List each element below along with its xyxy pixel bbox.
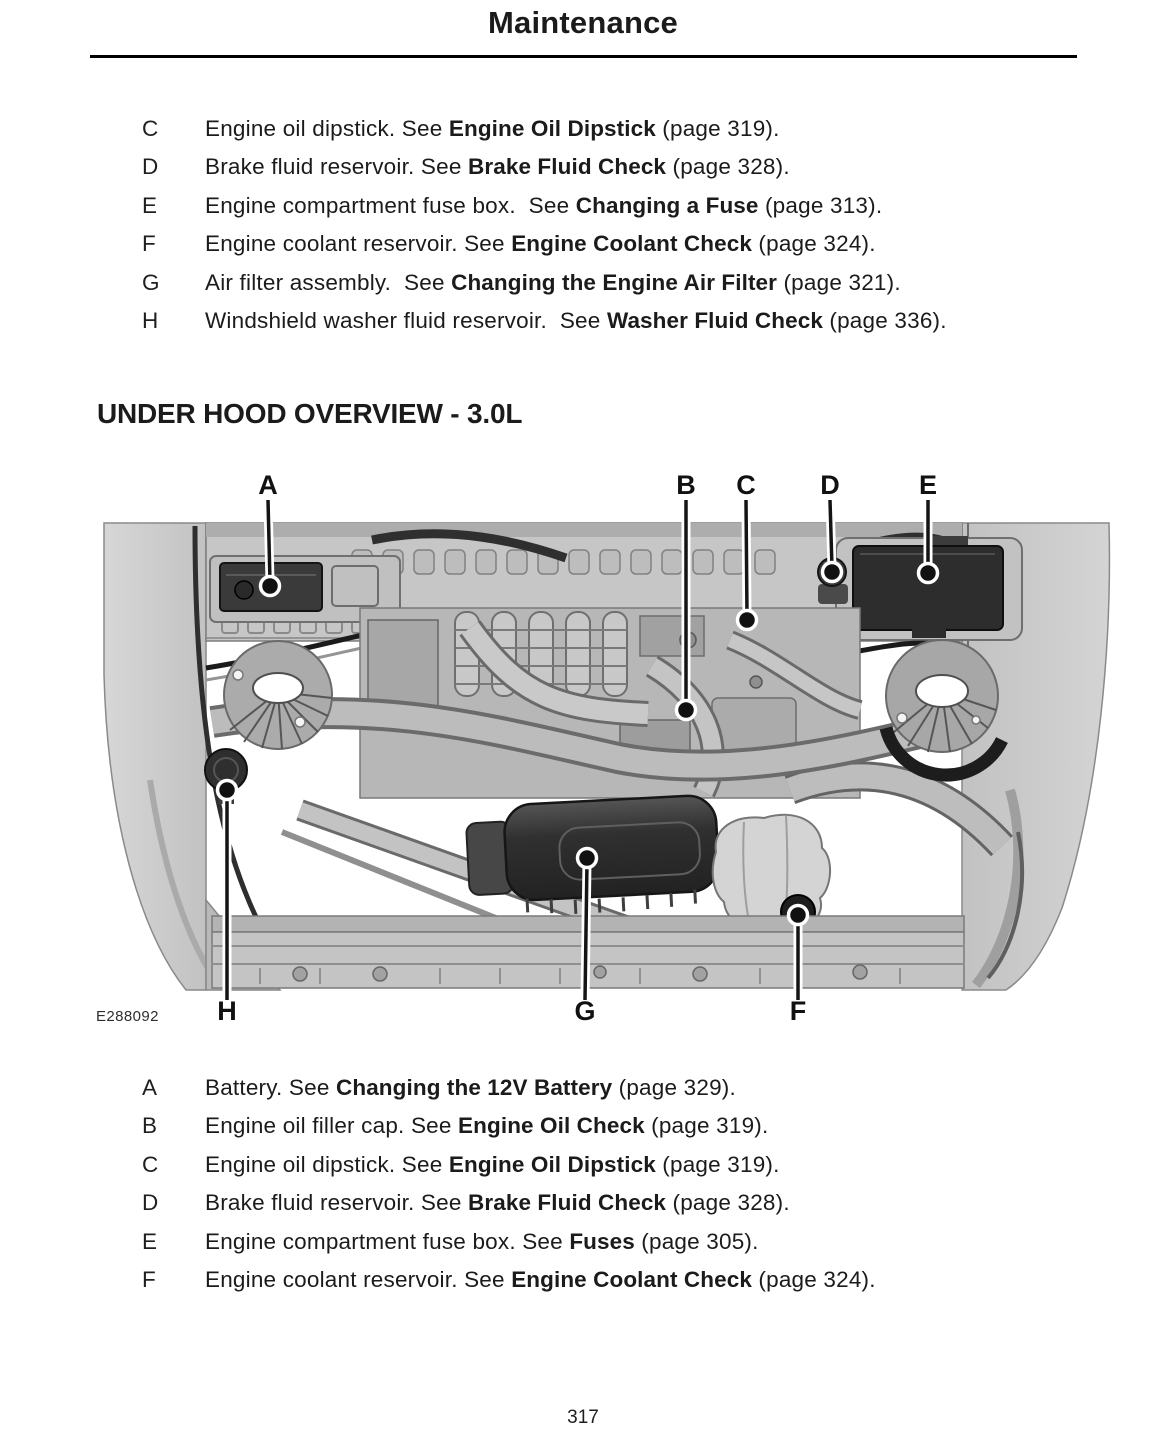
legend-cross-reference: Fuses [569,1228,635,1254]
legend-letter: D [142,1190,159,1216]
legend-cross-reference: Brake Fluid Check [468,1190,667,1216]
legend-text [205,1114,768,1138]
legend-letter: E [142,192,158,218]
legend-text-post: (page 319). [655,1151,780,1177]
legend-item [142,117,1102,155]
legend-letter: C [142,1151,159,1177]
legend-text [205,271,901,295]
section-heading: UNDER HOOD OVERVIEW - 3.0L [97,398,523,429]
legend-cross-reference: Engine Oil Dipstick [448,116,656,141]
legend-letter: D [142,154,159,180]
legend-list-top [142,117,1102,347]
legend-text-pre: Engine oil filler cap. See [205,1113,459,1139]
legend-text-pre: Engine coolant reservoir. See [205,1266,512,1292]
legend-text-post: (page 328). [666,1190,790,1216]
legend-letter: B [142,1113,158,1139]
legend-text [205,155,790,179]
legend-text-post: (page 313). [758,192,883,218]
legend-text [205,1268,876,1292]
engine-bay-illustration [0,460,1166,1045]
legend-item [142,1114,1102,1152]
legend-cross-reference: Engine Coolant Check [511,231,752,257]
callout-letter-b: B [676,470,696,500]
legend-letter: F [142,1266,156,1292]
legend-text-pre: Engine oil dipstick. See [205,1151,449,1177]
legend-item [142,194,1102,232]
page-title: Maintenance [488,5,678,40]
legend-text-post: (page 324). [751,1266,876,1292]
legend-text-post: (page 319). [644,1113,769,1139]
legend-item [142,232,1102,270]
legend-letter: C [142,116,159,141]
callout-letter-h: H [217,996,237,1026]
under-hood-diagram [0,460,1166,1045]
legend-letter: F [142,231,156,257]
legend-item [142,271,1102,309]
legend-item [142,1268,1102,1306]
legend-text-pre: Brake fluid reservoir. See [205,1190,469,1216]
legend-text-post: (page 321). [777,269,901,295]
left-strut-tower [224,641,332,749]
legend-cross-reference: Changing the 12V Battery [336,1075,613,1100]
callout-letter-d: D [820,470,840,500]
legend-text [205,1076,736,1100]
legend-text [205,309,947,333]
legend-list-bottom [142,1076,1102,1306]
legend-text [205,1153,780,1177]
legend-cross-reference: Engine Oil Dipstick [448,1151,656,1177]
legend-text-post: (page 324). [751,231,876,257]
legend-item [142,1191,1102,1229]
legend-text-pre: Engine compartment fuse box. See [205,1228,570,1254]
legend-text [205,232,876,256]
legend-text [205,194,882,218]
legend-text-pre: Engine compartment fuse box. See [205,192,576,218]
legend-item [142,1230,1102,1268]
legend-letter: E [142,1228,158,1254]
legend-item [142,309,1102,347]
coolant-reservoir [713,815,830,931]
legend-text-post: (page 328). [666,154,790,180]
legend-text-pre: Air filter assembly. See [205,269,452,295]
legend-text [205,1191,790,1215]
legend-letter: G [142,269,160,295]
legend-text-pre: Engine oil dipstick. See [205,116,449,141]
legend-letter: A [142,1075,158,1100]
legend-text-pre: Windshield washer fluid reservoir. See [205,307,607,333]
legend-text-pre: Battery. See [205,1075,336,1100]
legend-item [142,155,1102,193]
legend-cross-reference: Engine Oil Check [458,1113,645,1139]
right-strut-tower [886,640,1002,775]
legend-text-pre: Engine coolant reservoir. See [205,231,512,257]
legend-text-post: (page 336). [822,307,947,333]
callout-letter-g: G [574,996,596,1026]
legend-cross-reference: Engine Coolant Check [511,1266,752,1292]
legend-letter: H [142,307,159,333]
figure-code: E288092 [96,1008,159,1025]
legend-text [205,117,780,141]
legend-cross-reference: Changing a Fuse [575,192,759,218]
legend-text-pre: Brake fluid reservoir. See [205,154,469,180]
legend-item [142,1076,1102,1114]
legend-text-post: (page 319). [655,116,780,141]
callout-letter-a: A [258,470,278,500]
legend-text [205,1230,759,1254]
legend-cross-reference: Washer Fluid Check [606,307,823,333]
callout-letter-c: C [736,470,756,500]
legend-text-post: (page 329). [612,1075,736,1100]
title-rule [90,55,1077,58]
page-number: 317 [567,1407,599,1428]
legend-cross-reference: Changing the Engine Air Filter [451,269,778,295]
callout-letter-f: F [789,996,807,1026]
legend-cross-reference: Brake Fluid Check [468,154,667,180]
legend-text-post: (page 305). [634,1228,759,1254]
callout-letter-e: E [918,470,937,500]
legend-item [142,1153,1102,1191]
